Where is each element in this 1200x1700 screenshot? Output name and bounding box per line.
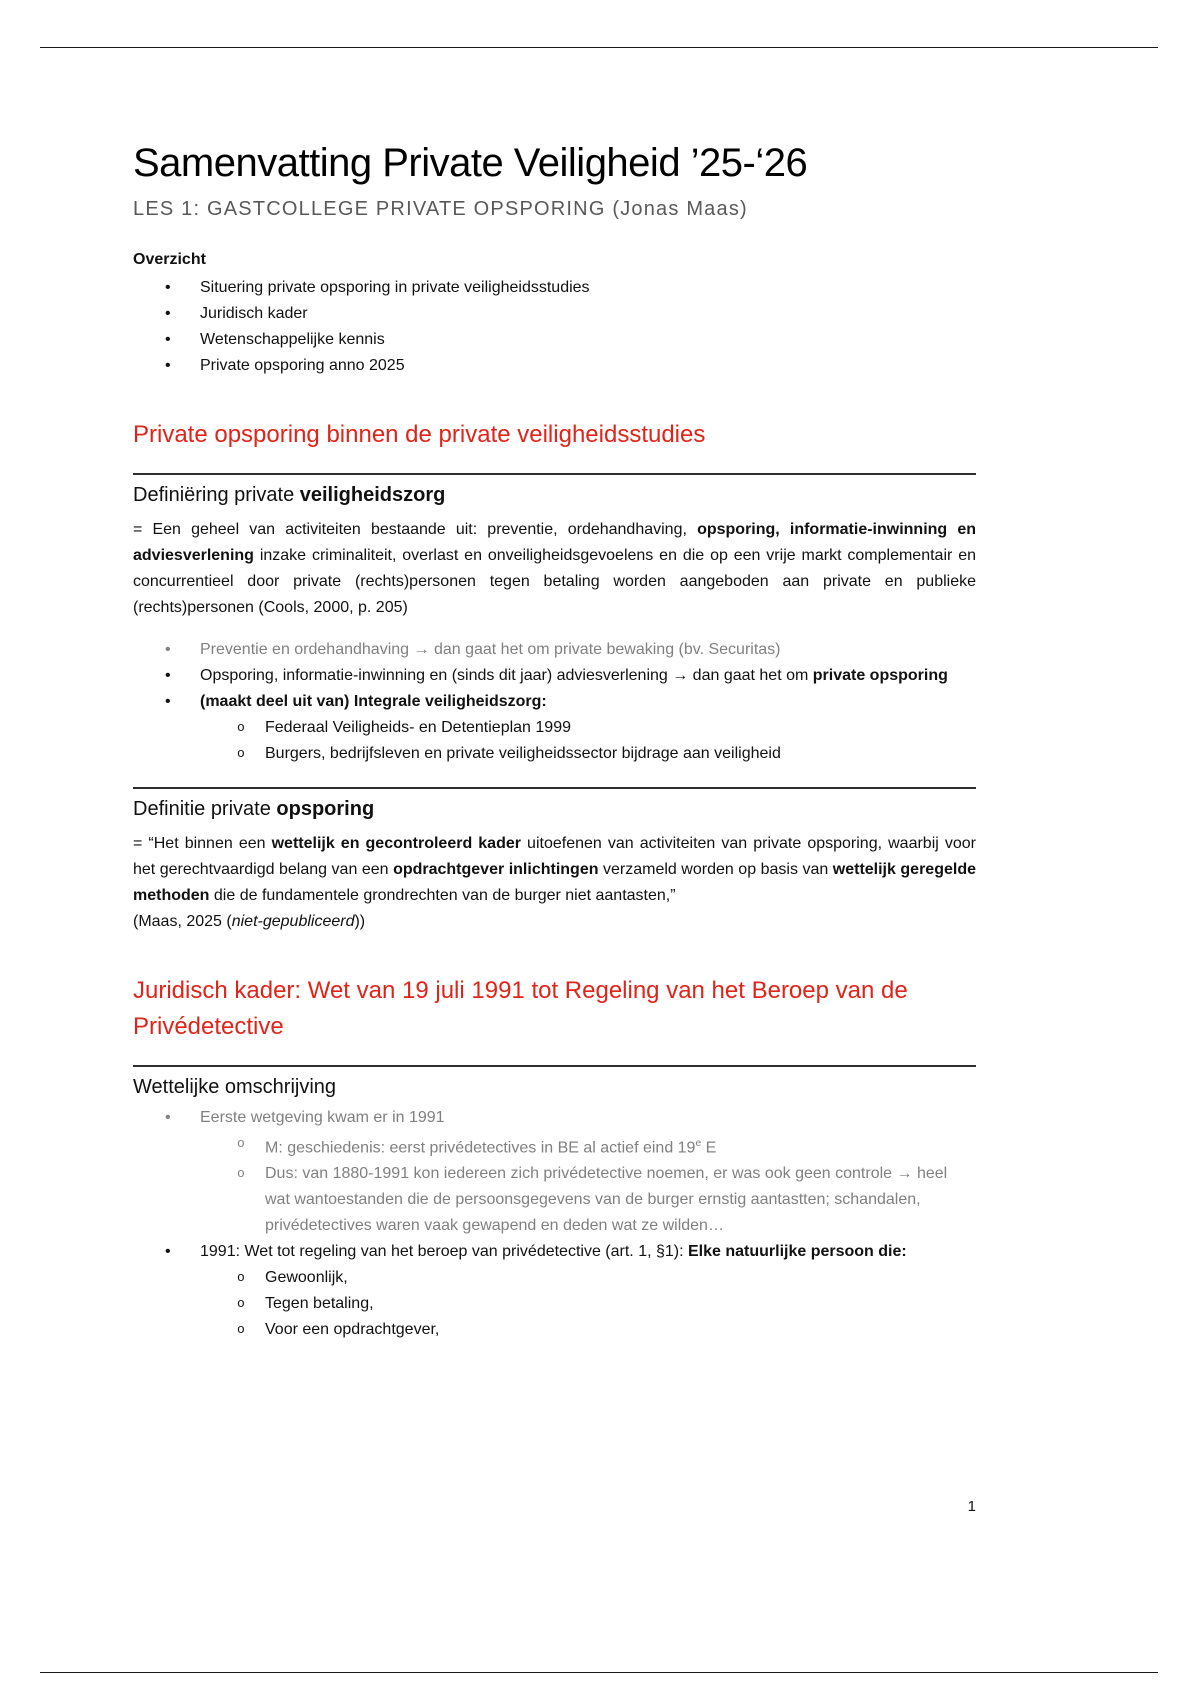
circle-bullet-icon: o	[237, 1270, 245, 1286]
list-item-text	[265, 1291, 374, 1317]
definition-opsporing-source	[133, 909, 976, 935]
text-run: E	[701, 1139, 717, 1157]
text-run: e	[695, 1138, 702, 1149]
circle-bullet-icon: o	[237, 1322, 245, 1338]
text-run: ))	[354, 913, 366, 930]
text-run: M: geschiedenis: eerst privédetectives in BE al actief eind 19	[265, 1139, 696, 1157]
section-heading-juridisch-kader: Juridisch kader: Wet van 19 juli 1991 tot Regeling van het Beroep van de Privédetective	[133, 977, 908, 1040]
list-item	[133, 1161, 976, 1239]
text-run: Situering private opsporing in private veiligheidsstudies	[200, 279, 590, 296]
text-run: Juridisch kader	[200, 305, 308, 322]
definition-opsporing-paragraph	[133, 831, 976, 909]
list-item-text	[200, 663, 948, 689]
list-item	[133, 275, 976, 301]
text-run: Eerste wetgeving kwam er in 1991	[200, 1109, 445, 1126]
text-run: Tegen betaling,	[265, 1295, 374, 1313]
page-number: 1	[967, 1498, 976, 1515]
disc-bullet-icon: •	[165, 693, 171, 710]
disc-bullet-icon: •	[165, 667, 171, 684]
wettelijke-omschrijving-bullet-list	[133, 1105, 976, 1343]
list-item	[133, 1265, 976, 1291]
text-run: Definiëring private	[133, 484, 300, 506]
lesson-subtitle: LES 1: GASTCOLLEGE PRIVATE OPSPORING (Jonas Maas)	[133, 198, 748, 220]
text-run: inzake criminaliteit, overlast en onveiligheidsgevoelens en die op een vrije markt complementair en concurrentieel door private (rechts)personen tegen betaling worden aangeboden aan private en publieke (rechts)personen (Cools, 2000, p. 205)	[133, 547, 976, 616]
list-item	[133, 1105, 976, 1131]
text-run: (maakt deel uit van) Integrale veiligheidszorg:	[200, 693, 547, 710]
list-item-text	[265, 715, 571, 741]
list-item	[133, 1131, 976, 1161]
overzicht-heading: Overzicht	[133, 251, 206, 268]
list-item	[133, 689, 976, 715]
list-item	[133, 1317, 976, 1343]
document-title: Samenvatting Private Veiligheid ’25-‘26	[133, 141, 808, 185]
list-item	[133, 741, 976, 767]
text-run: niet-gepubliceerd	[231, 913, 355, 930]
list-item-text	[200, 275, 590, 301]
page-content	[133, 0, 976, 1343]
text-run: Definitie private	[133, 798, 277, 820]
text-run: Dus: van 1880-1991 kon iedereen zich privédetective noemen, er was ook geen controle → heel wat wantoestanden die de persoonsgegevens van de burger ernstig aantastten; schandalen, privédetectives waren vaak gewapend en deden wat ze wilden…	[265, 1165, 948, 1235]
text-run: Wetenschappelijke kennis	[200, 331, 385, 348]
text-run: Burgers, bedrijfsleven en private veiligheidssector bijdrage aan veiligheid	[265, 745, 781, 762]
list-item	[133, 637, 976, 663]
list-item-text	[265, 741, 781, 767]
definition-veiligheidszorg-paragraph	[133, 517, 976, 621]
text-run: opsporing, informatie-inwinning en adviesverlening	[133, 521, 977, 564]
text-run: private opsporing	[812, 667, 948, 684]
text-run: = “Het binnen een	[133, 835, 272, 852]
list-item-text	[265, 1317, 439, 1343]
section-heading-private-opsporing: Private opsporing binnen de private veiligheidsstudies	[133, 421, 706, 448]
subheading-definiering-veiligheidszorg	[133, 473, 976, 507]
page-bottom-rule	[40, 1672, 1158, 1673]
disc-bullet-icon: •	[165, 1109, 171, 1126]
list-item-text	[200, 301, 308, 327]
list-item-text	[200, 1239, 907, 1265]
text-run: veiligheidszorg	[299, 484, 446, 506]
list-item-text	[200, 689, 547, 715]
list-item	[133, 301, 976, 327]
text-run: Opsporing, informatie-inwinning en (sinds dit jaar) adviesverlening → dan gaat het om	[200, 667, 813, 684]
text-run: Federaal Veiligheids- en Detentieplan 1999	[265, 719, 571, 736]
text-run: (Maas, 2025 (	[133, 913, 232, 930]
subheading-wettelijke-omschrijving: Wettelijke omschrijving	[133, 1065, 976, 1099]
list-item	[133, 353, 976, 379]
list-item-text	[200, 637, 781, 663]
text-run: Elke natuurlijke persoon die:	[688, 1243, 907, 1261]
circle-bullet-icon: o	[237, 1166, 245, 1182]
list-item-text	[265, 1161, 976, 1239]
circle-bullet-icon: o	[237, 746, 245, 761]
list-item	[133, 1291, 976, 1317]
disc-bullet-icon: •	[165, 1243, 171, 1261]
overzicht-list	[133, 275, 976, 379]
veiligheidszorg-bullet-list	[133, 637, 976, 767]
list-item-text	[200, 327, 385, 353]
list-item-text	[200, 353, 405, 379]
text-run: uitoefenen van activiteiten van private opsporing, waarbij voor het gerechtvaardigd belang van een	[133, 835, 976, 878]
list-item	[133, 715, 976, 741]
circle-bullet-icon: o	[237, 1296, 245, 1312]
list-item	[133, 327, 976, 353]
text-run: 1991: Wet tot regeling van het beroep van privédetective (art. 1, §1):	[200, 1243, 688, 1261]
text-run: = Een geheel van activiteiten bestaande uit: preventie, ordehandhaving,	[133, 521, 698, 538]
text-run: Gewoonlijk,	[265, 1269, 348, 1287]
circle-bullet-icon: o	[237, 1136, 245, 1151]
disc-bullet-icon: •	[165, 279, 171, 296]
text-run: verzameld worden op basis van	[598, 861, 833, 878]
disc-bullet-icon: •	[165, 305, 171, 322]
list-item	[133, 1239, 976, 1265]
disc-bullet-icon: •	[165, 357, 171, 374]
text-run: opsporing	[276, 798, 375, 820]
list-item-text	[265, 1131, 716, 1161]
disc-bullet-icon: •	[165, 641, 171, 658]
text-run: die de fundamentele grondrechten van de burger niet aantasten,”	[209, 887, 676, 904]
list-item	[133, 663, 976, 689]
disc-bullet-icon: •	[165, 331, 171, 348]
text-run: opdrachtgever inlichtingen	[393, 861, 599, 878]
text-run: Private opsporing anno 2025	[200, 357, 405, 374]
list-item-text	[265, 1265, 348, 1291]
list-item-text	[200, 1105, 445, 1131]
subheading-definitie-opsporing	[133, 787, 976, 821]
text-run: Voor een opdrachtgever,	[265, 1321, 440, 1339]
text-run: wettelijk en gecontroleerd kader	[271, 835, 521, 852]
text-run: Preventie en ordehandhaving → dan gaat het om private bewaking (bv. Securitas)	[200, 641, 781, 658]
text-run: wettelijk geregelde methoden	[133, 861, 976, 904]
circle-bullet-icon: o	[237, 720, 245, 735]
